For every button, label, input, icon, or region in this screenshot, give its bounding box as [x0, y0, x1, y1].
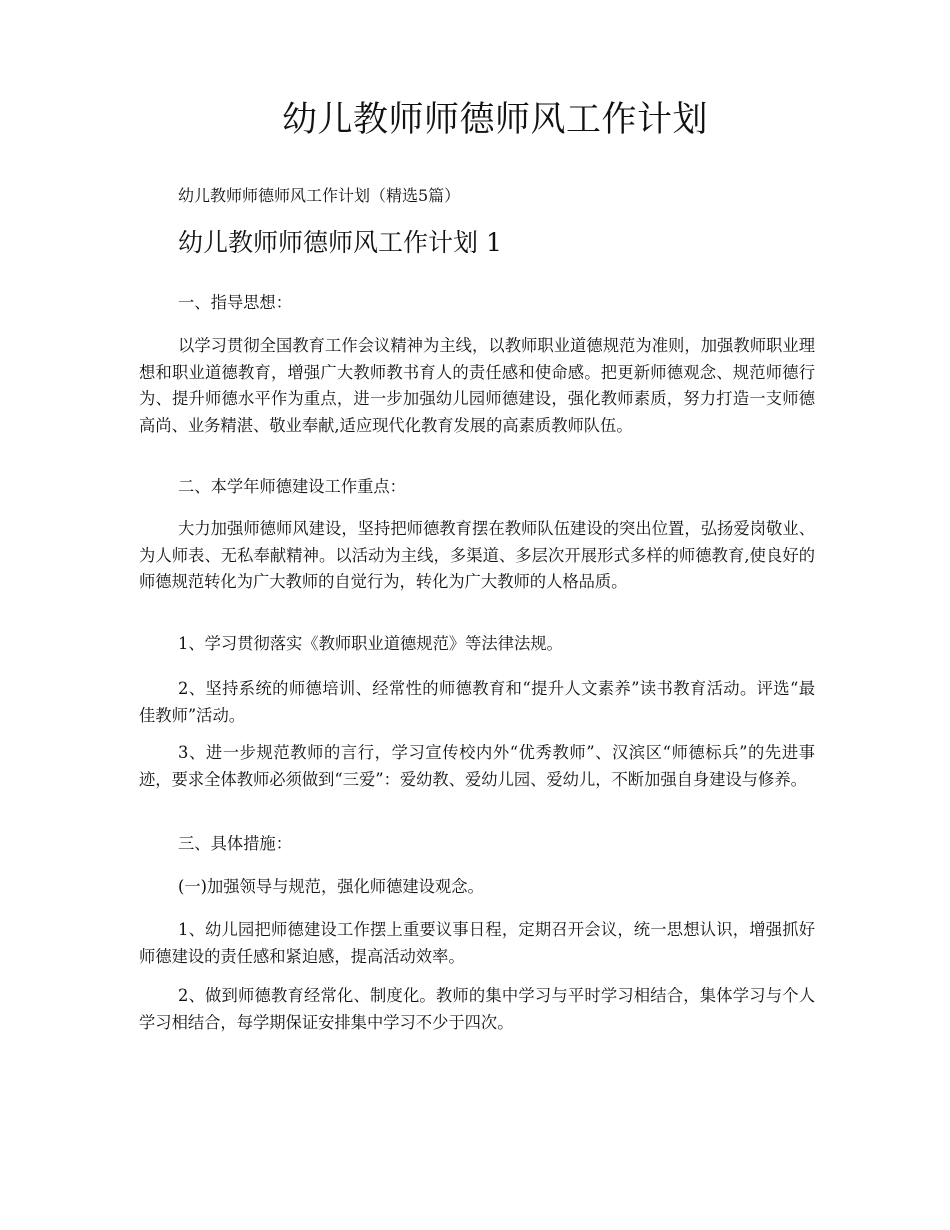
document-subtitle: 幼儿教师师德师风工作计划（精选5篇）: [178, 186, 461, 205]
heading-measures: 三、具体措施：: [178, 834, 292, 853]
heading-guiding-ideology: 一、指导思想：: [178, 293, 292, 312]
heading-work-focus: 二、本学年师德建设工作重点：: [178, 477, 406, 496]
paragraph-work-focus: 大力加强师德师风建设，坚持把师德教育摆在教师队伍建设的突出位置，弘扬爱岗敬业、为人师表、无私奉献精神。以活动为主线，多渠道、多层次开展形式多样的师德教育,使良好的师德规范转化为广大教师的自觉行为，转化为广大教师的人格品质。: [139, 519, 815, 591]
measure-item-1: 1、幼儿园把师德建设工作摆上重要议事日程，定期召开会议，统一思想认识，增强抓好师德建设的责任感和紧迫感，提高活动效率。: [139, 920, 815, 966]
list-item-3: 3、进一步规范教师的言行，学习宣传校内外“优秀教师”、汉滨区“师德标兵”的先进事迹，要求全体教师必须做到“三爱”：爱幼教、爱幼儿园、爱幼儿，不断加强自身建设与修养。: [139, 743, 815, 789]
section-heading: 幼儿教师师德师风工作计划 1: [178, 228, 502, 257]
measure-item-2: 2、做到师德教育经常化、制度化。教师的集中学习与平时学习相结合，集体学习与个人学习相结合，每学期保证安排集中学习不少于四次。: [139, 986, 815, 1032]
paragraph-guiding-ideology: 以学习贯彻全国教育工作会议精神为主线，以教师职业道德规范为准则，加强教师职业理想和职业道德教育，增强广大教师教书育人的责任感和使命感。把更新师德观念、规范师德行为、提升师德水平作为重点，进一步加强幼儿园师德建设，强化教师素质，努力打造一支师德高尚、业务精湛、敬业奉献,适应现代化教育发展的高素质教师队伍。: [139, 336, 815, 435]
list-item-1: 1、学习贯彻落实《教师职业道德规范》等法律法规。: [178, 634, 563, 653]
document-title: 幼儿教师师德师风工作计划: [281, 100, 708, 140]
subheading-leadership: (一)加强领导与规范，强化师德建设观念。: [178, 877, 484, 896]
list-item-2: 2、坚持系统的师德培训、经常性的师德教育和“提升人文素养”读书教育活动。评选“最佳教师”活动。: [139, 679, 815, 725]
